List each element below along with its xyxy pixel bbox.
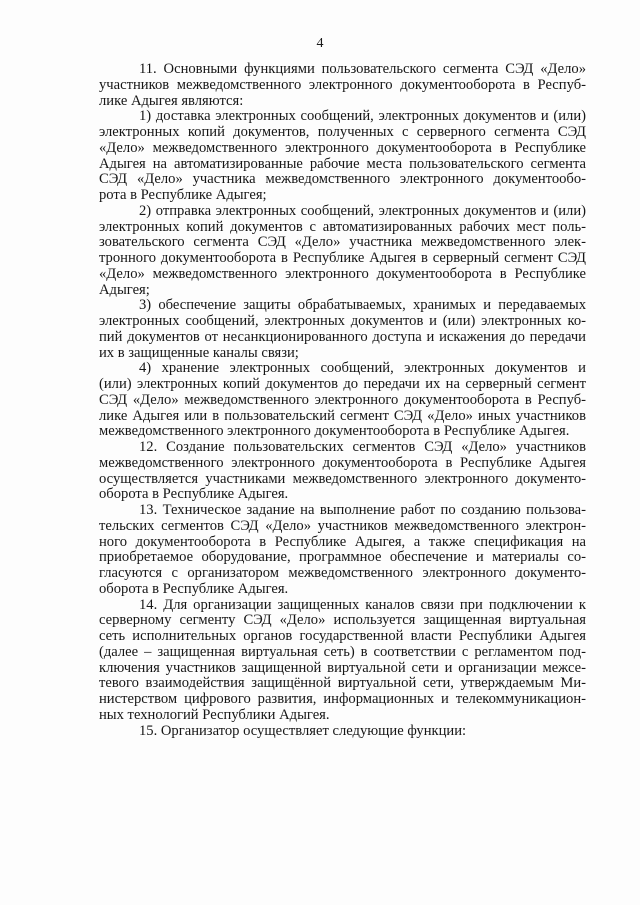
text-line: Адыгея на автоматизированные рабочие места пользовательского сегмента [99, 156, 586, 172]
text-line: тельских сегментов СЭД «Дело» участников межведомственного электрон- [99, 518, 586, 534]
text-line: 11. Основными функциями пользовательского сегмента СЭД «Дело» [139, 62, 586, 77]
text-line: Адыгея; [99, 282, 150, 298]
text-line: «Дело» межведомственного электронного документооборота в Республике [99, 140, 586, 156]
text-line: ключения участников защищенной виртуальной сети и организации межсе- [99, 660, 586, 676]
text-line: электронных копий документов, полученных с серверного сегмента СЭД [99, 125, 586, 140]
text-line: «Дело» межведомственного электронного документооборота в Республике [99, 266, 586, 282]
text-line: 4) хранение электронных сообщений, электронных документов и [139, 361, 586, 377]
text-line: их в защищенные каналы связи; [99, 345, 299, 361]
text-line: СЭД «Дело» участника межведомственного электронного документообо- [99, 172, 586, 188]
text-line: пий документов от несанкционированного доступа и искажения до передачи [99, 329, 586, 345]
text-line: лике Адыгея или в пользовательский сегмент СЭД «Дело» иных участников [99, 408, 586, 424]
text-line: зовательского сегмента СЭД «Дело» участника межведомственного элек- [99, 235, 586, 251]
text-line: оборота в Республике Адыгея. [99, 581, 289, 597]
text-line: ных технологий Республики Адыгея. [99, 707, 330, 723]
text-line: лике Адыгея являются: [99, 93, 244, 109]
text-line: 13. Техническое задание на выполнение работ по созданию пользова- [139, 503, 586, 518]
text-line: 15. Организатор осуществляет следующие функции: [139, 723, 467, 739]
text-line: СЭД «Дело» межведомственного электронного документооборота в Респуб- [99, 392, 586, 408]
text-line: серверному сегменту СЭД «Дело» используется защищенная виртуальная [99, 613, 586, 629]
text-line: электронных копий документов с автоматизированных рабочих мест поль- [99, 219, 586, 235]
text-line: электронных сообщений, электронных документов и (или) электронных ко- [99, 314, 586, 329]
text-line: тронного документооборота в Республике Адыгея в серверный сегмент СЭД [99, 251, 586, 266]
text-line: осуществляется участниками межведомственного электронного документо- [99, 471, 586, 487]
text-line: ного документооборота в Республике Адыгея, а также спецификация на [99, 534, 586, 550]
text-line: гласуются с организатором межведомственного электронного документо- [99, 566, 586, 581]
page-number: 4 [316, 36, 324, 51]
document-body [99, 62, 586, 739]
text-line: сеть исполнительных органов государственной власти Республики Адыгея [99, 629, 586, 644]
text-line: тевого взаимодействия защищённой виртуальной сети, утверждаемым Ми- [99, 676, 586, 692]
text-line: рота в Республике Адыгея; [99, 188, 267, 203]
text-line: приобретаемое оборудование, программное обеспечение и материалы со- [99, 550, 586, 566]
text-line: (далее – защищенная виртуальная сеть) в соответствии с регламентом под- [99, 644, 586, 660]
text-line: нистерством цифрового развития, информационных и телекоммуникацион- [99, 692, 586, 707]
text-line: участников межведомственного электронного документооборота в Респуб- [99, 77, 586, 93]
text-line: 14. Для организации защищенных каналов связи при подключении к [139, 597, 586, 613]
text-line: (или) электронных копий документов до передачи их на серверный сегмент [99, 377, 586, 392]
text-line: 2) отправка электронных сообщений, электронных документов и (или) [139, 203, 586, 219]
text-line: межведомственного электронного документооборота в Республике Адыгея. [99, 424, 570, 440]
text-line: 3) обеспечение защиты обрабатываемых, хранимых и передаваемых [139, 298, 586, 314]
text-line: межведомственного электронного документооборота в Республике Адыгея [99, 455, 586, 471]
text-line: оборота в Республике Адыгея. [99, 487, 289, 503]
text-line: 12. Создание пользовательских сегментов СЭД «Дело» участников [139, 440, 586, 455]
text-line: 1) доставка электронных сообщений, электронных документов и (или) [139, 109, 586, 125]
